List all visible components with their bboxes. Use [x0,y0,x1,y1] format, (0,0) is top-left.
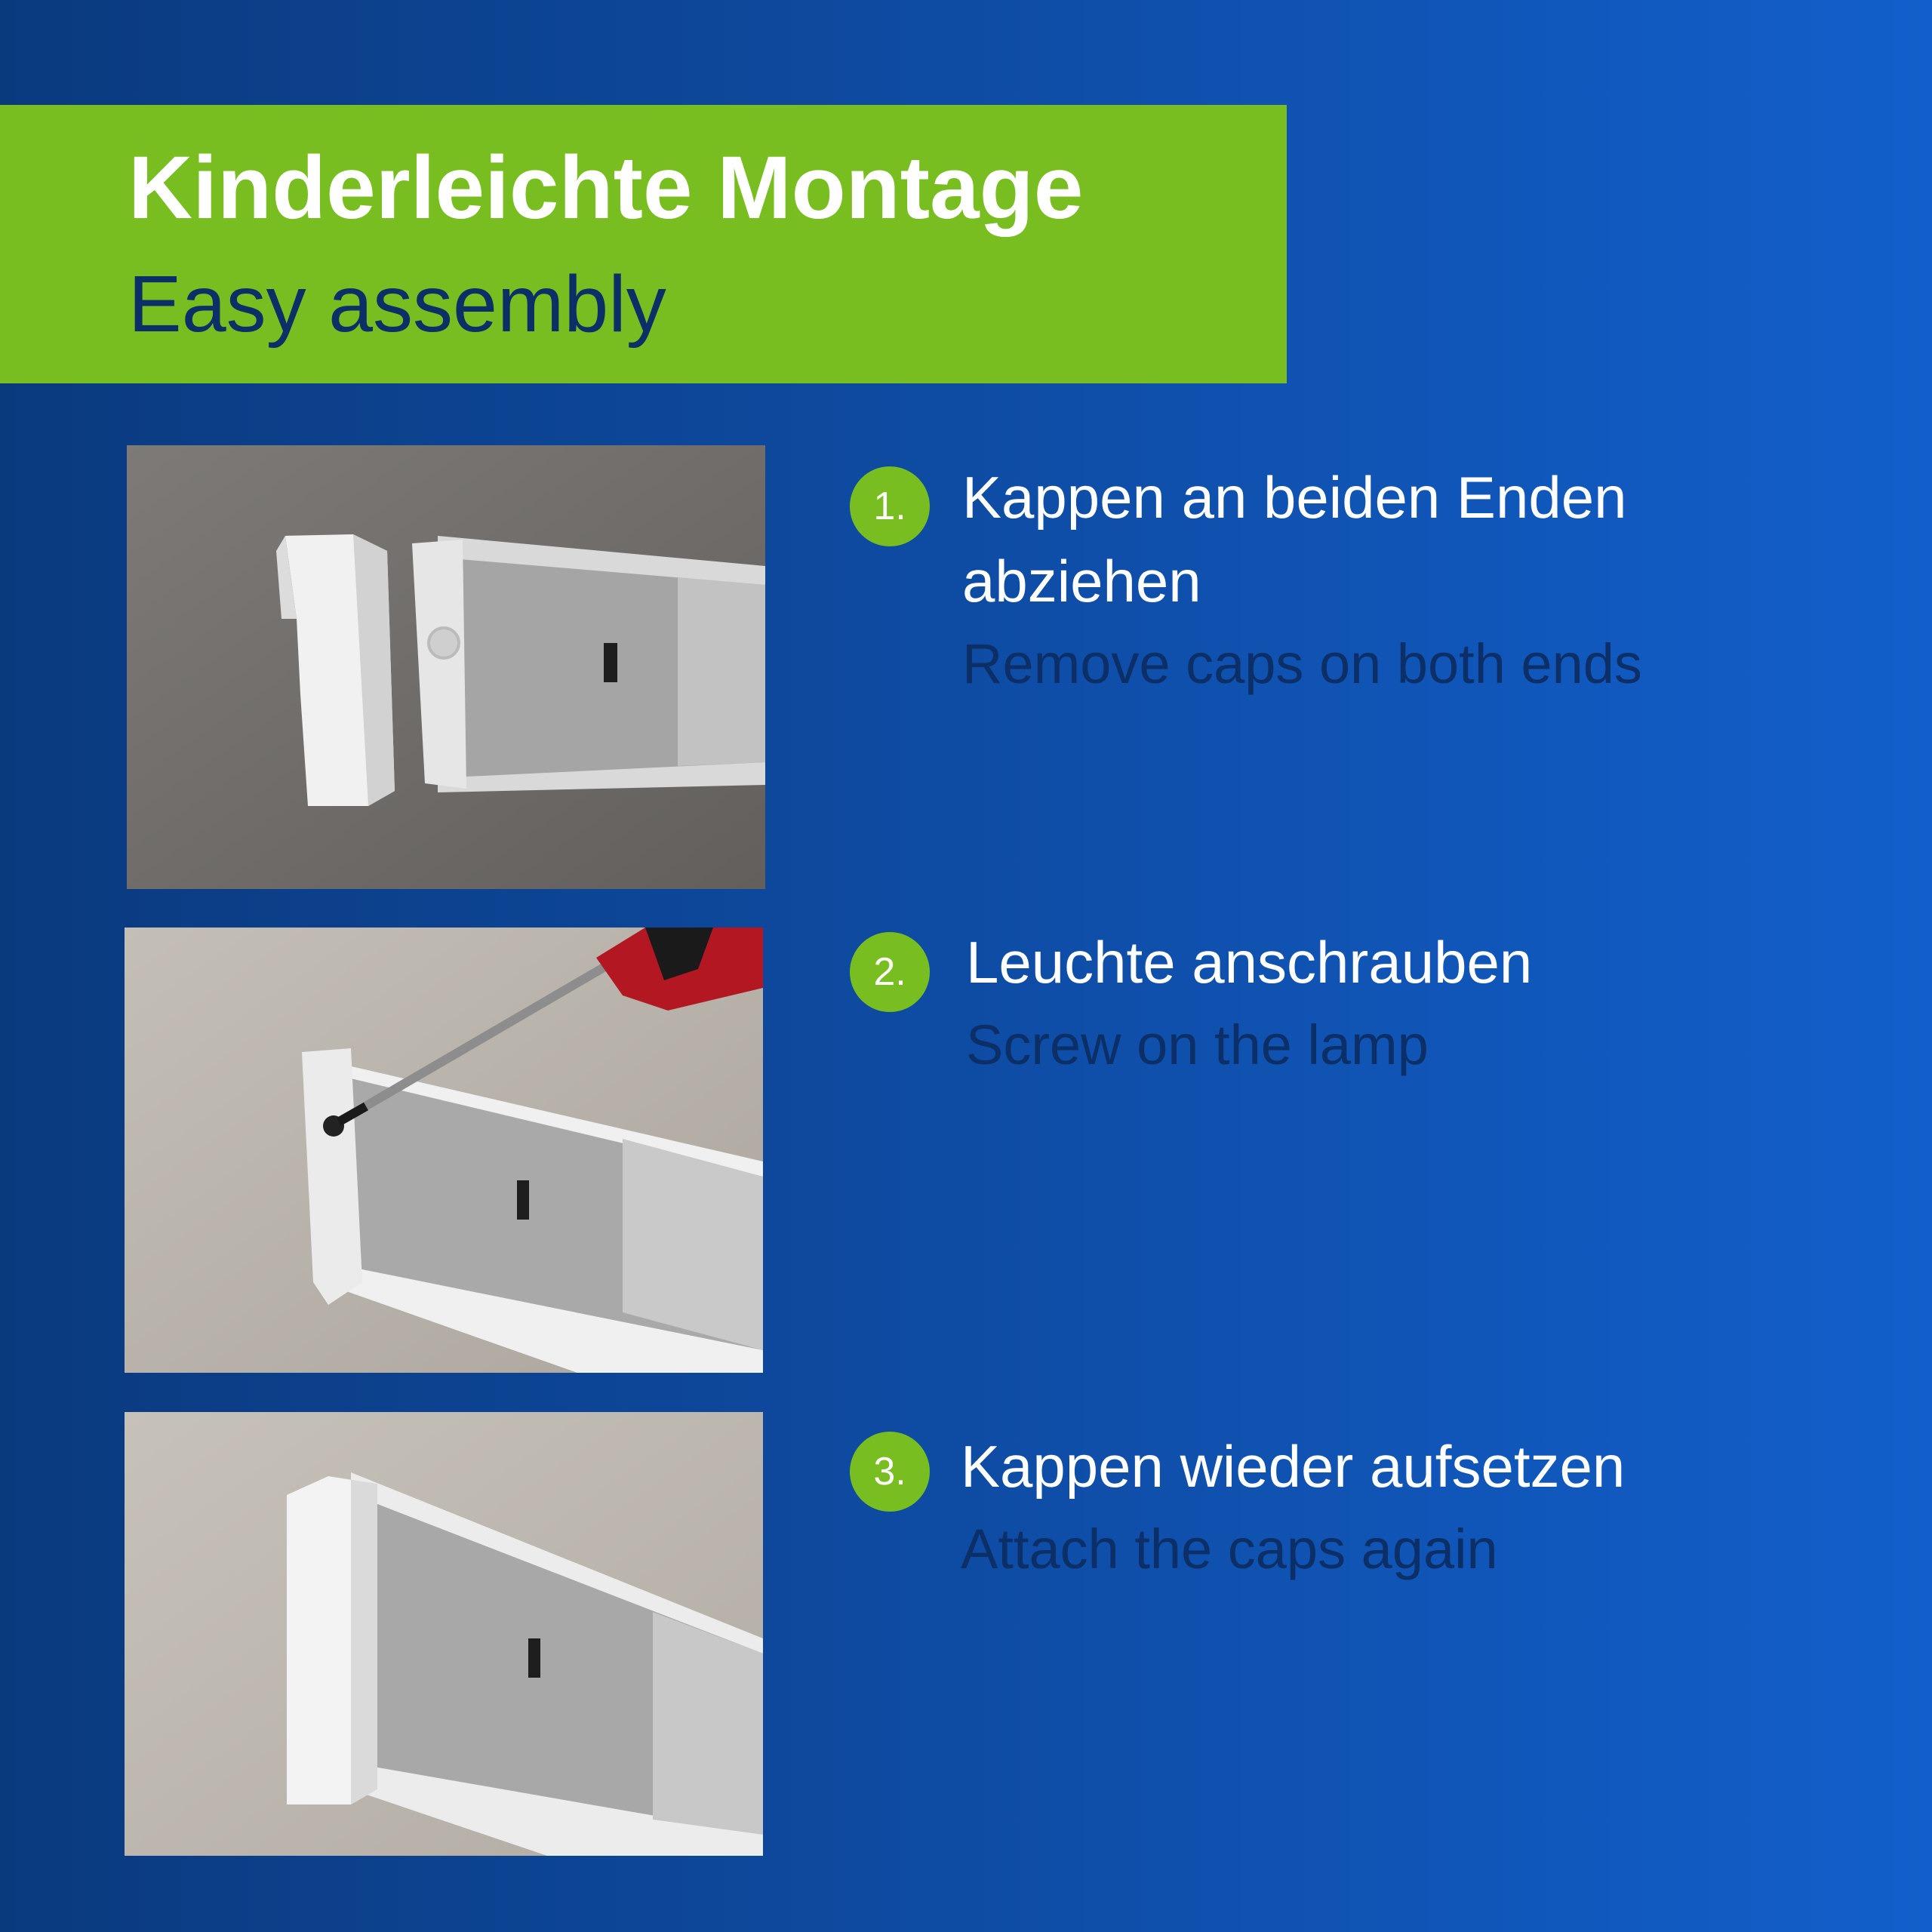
step-1-title-line1: Kappen an beiden Enden [962,464,1627,531]
step-3-photo [125,1412,763,1856]
step-2-title: Leuchte anschrauben [966,929,1533,995]
page-subtitle: Easy assembly [128,260,666,349]
step-3-title: Kappen wieder aufsetzen [961,1433,1626,1500]
step-3-subtitle: Attach the caps again [961,1518,1498,1580]
page-title: Kinderleichte Montage [128,138,1084,238]
step-2-badge: 2. [850,932,930,1012]
step-2-subtitle: Screw on the lamp [966,1014,1429,1076]
step-1-title-line2: abziehen [962,548,1201,614]
step-3-badge: 3. [850,1432,930,1512]
step-1-subtitle: Remove caps on both ends [962,632,1642,695]
step-2-photo [125,928,763,1373]
step-1-photo [127,445,765,889]
step-1-badge: 1. [850,466,930,546]
